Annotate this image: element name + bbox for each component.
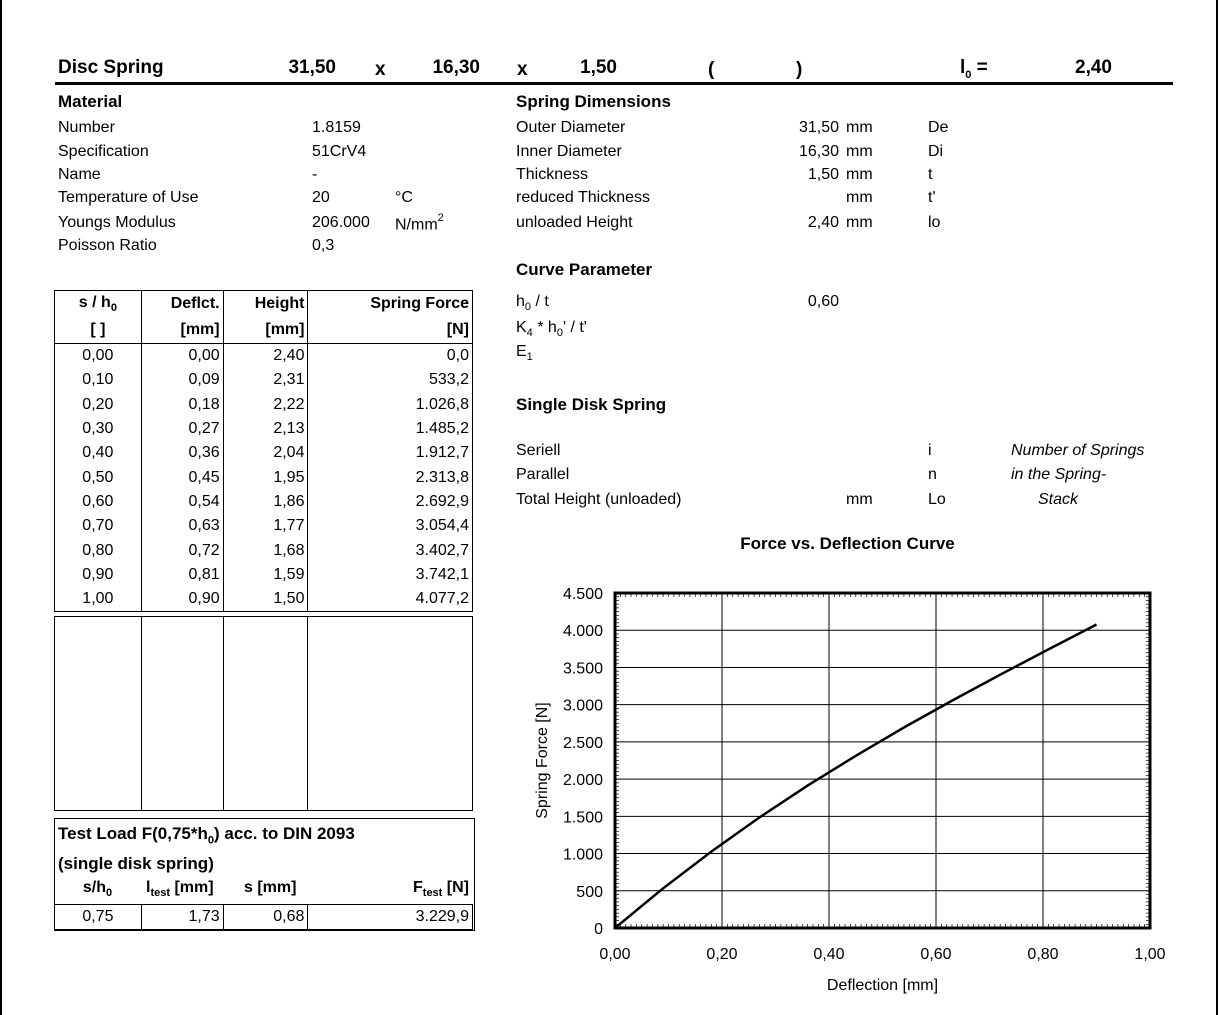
x-tick-label: 1,00 — [1134, 946, 1166, 963]
dimensions-title: Spring Dimensions — [516, 92, 671, 111]
empty-cell — [308, 617, 473, 811]
dimension-label: reduced Thickness — [516, 189, 650, 206]
dimension-label: Outer Diameter — [516, 119, 626, 136]
cell-s-h0: 0,50 — [55, 465, 142, 489]
material-unit: $N/mm^2$ — [395, 212, 444, 234]
cell-s-h0: 0,70 — [55, 514, 142, 538]
y-tick-label: 500 — [576, 883, 603, 901]
table-row — [55, 905, 473, 930]
unit-height: [mm] — [223, 317, 308, 344]
table-row — [55, 563, 473, 587]
y-tick-label: 1.500 — [562, 809, 603, 827]
table-row — [55, 514, 473, 538]
dimension-symbol: t — [928, 166, 933, 183]
parallel-symbol: n — [928, 466, 937, 483]
x-tick-label: 0,60 — [920, 946, 952, 963]
material-value: 1.8159 — [312, 119, 361, 136]
test-value-s-h0: 0,75 — [55, 905, 142, 930]
stack-note-line3: Stack — [1038, 491, 1079, 508]
y-axis-label: Spring Force [N] — [534, 702, 551, 819]
force-curve-line — [615, 625, 1097, 929]
material-value: 51CrV4 — [312, 143, 367, 160]
l0-label: $l_0$ = — [960, 57, 988, 81]
force-deflection-chart — [510, 575, 1190, 1005]
table-row — [55, 587, 473, 612]
cell-spring-force: 2.692,9 — [308, 490, 473, 514]
material-title: Material — [58, 92, 123, 111]
cell-s-h0: 0,30 — [55, 417, 142, 441]
test-value-ltest: 1,73 — [141, 905, 223, 930]
curve-param-title: Curve Parameter — [516, 260, 653, 279]
cell-s-h0: 0,40 — [55, 441, 142, 465]
test-col-s: s [mm] — [244, 879, 297, 896]
unit-s-h0: [ ] — [55, 317, 142, 344]
test-load-title: Test Load $F(0,75*h_0)$ acc. to DIN 2093 — [58, 824, 355, 847]
unit-deflection: [mm] — [141, 317, 223, 344]
paren-open: ( — [708, 59, 715, 80]
dimension-label: Inner Diameter — [516, 143, 622, 160]
single-disk-title: Single Disk Spring — [516, 395, 667, 414]
dimension-symbol: t' — [928, 189, 936, 206]
table-row — [55, 538, 473, 562]
x-tick-label: 0,80 — [1027, 946, 1059, 963]
x-axis-label: Deflection [mm] — [826, 977, 939, 994]
dimension-unit: mm — [846, 189, 873, 206]
empty-cell — [141, 617, 223, 811]
times-sign-2: x — [517, 59, 528, 80]
y-tick-label: 3.500 — [562, 660, 603, 678]
outer-dia-header: 31,50 — [288, 57, 336, 78]
dimension-value: 2,40 — [807, 214, 839, 231]
dimension-unit: mm — [846, 214, 873, 231]
cell-height: 1,86 — [223, 490, 308, 514]
stack-note-line1: Number of Springs — [1011, 442, 1145, 459]
material-label: Specification — [58, 143, 149, 160]
cell-spring-force: 2.313,8 — [308, 465, 473, 489]
col-header-height: Height — [223, 291, 308, 318]
cell-spring-force: 0,0 — [308, 344, 473, 369]
material-value: 20 — [312, 189, 330, 206]
h0-over-t-label: $h_0$ / t — [516, 293, 549, 314]
cell-height: 1,77 — [223, 514, 308, 538]
cell-s-h0: 1,00 — [55, 587, 142, 612]
cell-height: 2,22 — [223, 393, 308, 417]
material-label: Youngs Modulus — [58, 214, 176, 231]
cell-height: 1,59 — [223, 563, 308, 587]
dimension-symbol: lo — [928, 214, 941, 231]
total-height-symbol: Lo — [928, 491, 946, 508]
dimension-unit: mm — [846, 143, 873, 160]
cell-deflection: 0,45 — [141, 465, 223, 489]
dimension-label: Thickness — [516, 166, 589, 183]
x-tick-label: 0,20 — [706, 946, 738, 963]
material-label: Poisson Ratio — [58, 237, 157, 254]
paren-close: ) — [796, 59, 803, 80]
table-row — [55, 417, 473, 441]
empty-cell — [223, 617, 308, 811]
cell-height: 2,13 — [223, 417, 308, 441]
material-value: - — [312, 166, 318, 183]
test-col-s-h0: $s/h_0$ — [82, 879, 113, 900]
table-row — [55, 490, 473, 514]
unit-force: [N] — [308, 317, 473, 344]
dimension-label: unloaded Height — [516, 214, 633, 231]
col-header-deflection: Deflct. — [141, 291, 223, 318]
k4-label: $K_4 * h_0'$ / t' — [516, 319, 587, 340]
cell-deflection: 0,27 — [141, 417, 223, 441]
y-tick-label: 0 — [594, 921, 603, 938]
dimension-value: 1,50 — [807, 166, 839, 183]
cell-deflection: 0,63 — [141, 514, 223, 538]
empty-cell — [55, 617, 142, 811]
cell-height: 1,68 — [223, 538, 308, 562]
cell-spring-force: 3.054,4 — [308, 514, 473, 538]
chart-title: Force vs. Deflection Curve — [740, 534, 955, 553]
deflection-table — [54, 290, 473, 612]
cell-deflection: 0,36 — [141, 441, 223, 465]
test-value-ftest: 3.229,9 — [308, 905, 473, 930]
y-tick-label: 2.000 — [562, 772, 603, 790]
material-value: 206.000 — [312, 214, 370, 231]
cell-s-h0: 0,10 — [55, 368, 142, 392]
cell-s-h0: 0,00 — [55, 344, 142, 369]
doc-title: Disc Spring — [58, 57, 164, 78]
cell-spring-force: 3.402,7 — [308, 538, 473, 562]
dimension-unit: mm — [846, 166, 873, 183]
x-tick-label: 0,40 — [813, 946, 845, 963]
cell-deflection: 0,72 — [141, 538, 223, 562]
e1-label: $E_1$ — [516, 343, 533, 364]
cell-deflection: 0,09 — [141, 368, 223, 392]
material-label: Number — [58, 119, 115, 136]
y-tick-label: 4.500 — [562, 586, 603, 603]
empty-table — [54, 616, 473, 811]
material-label: Name — [58, 166, 101, 183]
y-tick-label: 4.000 — [562, 623, 603, 641]
material-label: Temperature of Use — [58, 189, 199, 206]
plot-frame — [615, 593, 1150, 928]
seriell-label: Seriell — [516, 442, 561, 459]
col-header-spring-force: Spring Force — [308, 291, 473, 318]
material-value: 0,3 — [312, 237, 335, 254]
table-body — [55, 344, 473, 612]
y-tick-label: 2.500 — [562, 734, 603, 752]
times-sign-1: x — [375, 59, 386, 80]
dimension-value: 31,50 — [798, 119, 839, 136]
test-col-ltest: $l_{test}$ [mm] — [146, 879, 214, 900]
total-height-label: Total Height (unloaded) — [516, 491, 682, 508]
frame-left-border — [0, 0, 2, 1015]
table-row — [55, 465, 473, 489]
x-tick-label: 0,00 — [599, 946, 631, 963]
cell-spring-force: 533,2 — [308, 368, 473, 392]
empty-row — [55, 617, 473, 811]
y-tick-label: 3.000 — [562, 697, 603, 715]
frame-right-border — [1216, 0, 1218, 1015]
table-row — [55, 368, 473, 392]
cell-s-h0: 0,90 — [55, 563, 142, 587]
seriell-symbol: i — [928, 442, 932, 459]
cell-s-h0: 0,80 — [55, 538, 142, 562]
stack-note-line2: in the Spring- — [1011, 466, 1107, 483]
y-tick-label: 1.000 — [562, 846, 603, 864]
table-header-row — [55, 291, 473, 318]
header-underline — [55, 82, 1173, 85]
test-col-ftest: $F_{test}$ [N] — [413, 879, 469, 900]
dimension-value: 16,30 — [798, 143, 839, 160]
dimension-unit: mm — [846, 119, 873, 136]
test-load-table — [54, 904, 473, 930]
cell-spring-force: 1.485,2 — [308, 417, 473, 441]
cell-height: 2,04 — [223, 441, 308, 465]
cell-height: 2,40 — [223, 344, 308, 369]
cell-spring-force: 3.742,1 — [308, 563, 473, 587]
l0-value: 2,40 — [1075, 57, 1112, 78]
dimension-symbol: Di — [928, 143, 944, 160]
test-load-subtitle: (single disk spring) — [58, 854, 214, 873]
cell-s-h0: 0,60 — [55, 490, 142, 514]
material-unit: °C — [395, 189, 413, 206]
cell-deflection: 0,00 — [141, 344, 223, 369]
h0-over-t-value: 0,60 — [807, 293, 839, 310]
cell-deflection: 0,54 — [141, 490, 223, 514]
table-row — [55, 344, 473, 369]
cell-height: 1,95 — [223, 465, 308, 489]
inner-dia-header: 16,30 — [432, 57, 480, 78]
cell-height: 2,31 — [223, 368, 308, 392]
cell-height: 1,50 — [223, 587, 308, 612]
cell-spring-force: 4.077,2 — [308, 587, 473, 612]
cell-spring-force: 1.912,7 — [308, 441, 473, 465]
cell-spring-force: 1.026,8 — [308, 393, 473, 417]
cell-s-h0: 0,20 — [55, 393, 142, 417]
table-row — [55, 441, 473, 465]
cell-deflection: 0,81 — [141, 563, 223, 587]
dimension-symbol: De — [928, 119, 949, 136]
thickness-header: 1,50 — [580, 57, 617, 78]
test-value-s: 0,68 — [223, 905, 308, 930]
table-units-row — [55, 317, 473, 344]
cell-deflection: 0,90 — [141, 587, 223, 612]
total-height-unit: mm — [846, 491, 873, 508]
parallel-label: Parallel — [516, 466, 570, 483]
cell-deflection: 0,18 — [141, 393, 223, 417]
table-row — [55, 393, 473, 417]
col-header-s-h0: s / $h_0$ — [55, 291, 142, 318]
